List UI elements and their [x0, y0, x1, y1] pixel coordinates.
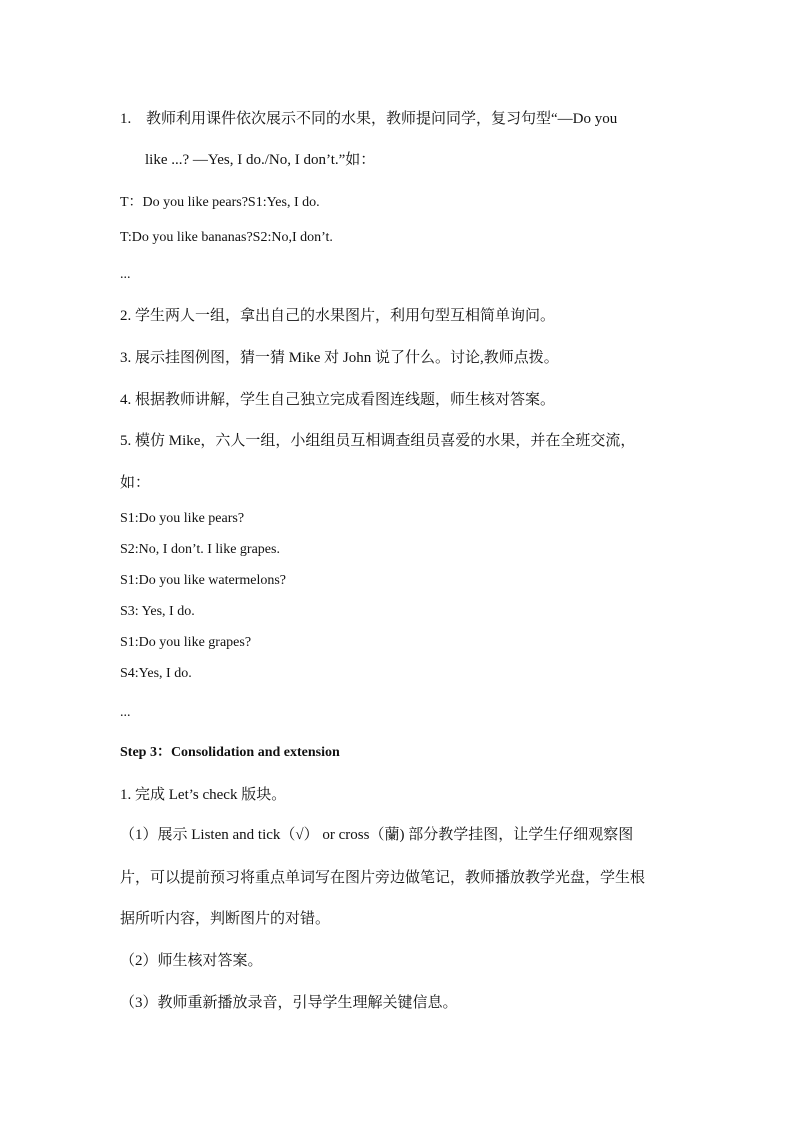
- sub-item-1-continued: 据所听内容，判断图片的对错。: [120, 911, 331, 927]
- dialogue-line: S4:Yes, I do.: [120, 666, 192, 681]
- ellipsis: ...: [120, 267, 131, 282]
- dialogue-line: S1:Do you like pears?: [120, 511, 245, 526]
- dialogue-line: S3: Yes, I do.: [120, 604, 195, 619]
- sub-item-2: （2）师生核对答案。: [120, 953, 263, 969]
- dialogue-line: S2:No, I don’t. I like grapes.: [120, 542, 280, 557]
- item-3: 3. 展示挂图例图，猜一猜 Mike 对 John 说了什么。讨论,教师点拨。: [120, 350, 559, 366]
- item-2: 2. 学生两人一组，拿出自己的水果图片，利用句型互相简单询问。: [120, 308, 556, 324]
- section-heading: Step 3：Consolidation and extension: [120, 745, 340, 760]
- item-5: 5. 模仿 Mike，六人一组，小组组员互相调查组员喜爱的水果，并在全班交流，: [120, 433, 636, 449]
- sub-item-3: （3）教师重新播放录音，引导学生理解关键信息。: [120, 995, 458, 1011]
- step-item-1: 1. 完成 Let’s check 版块。: [120, 787, 287, 803]
- dialogue-line: S1:Do you like grapes?: [120, 635, 252, 650]
- item-1: [120, 110, 617, 128]
- dialogue-line: T：Do you like pears?S1:Yes, I do.: [120, 195, 320, 210]
- dialogue-line: S1:Do you like watermelons?: [120, 573, 287, 588]
- sub-item-1-continued: 片，可以提前预习将重点单词写在图片旁边做笔记，教师播放教学光盘，学生根: [120, 870, 646, 886]
- item-1-continued: like ...? —Yes, I do./No, I don’t.”如：: [145, 152, 376, 168]
- item-5-continued: 如：: [120, 475, 151, 491]
- sub-item-1: （1）展示 Listen and tick（√） or cross（蘭) 部分教学挂图，让学生仔细观察图: [120, 827, 634, 843]
- ellipsis: ...: [120, 705, 131, 720]
- item-1-number: 1.: [120, 111, 132, 127]
- item-1-text: 教师利用课件依次展示不同的水果，教师提问同学，复习句型“—Do you: [146, 111, 618, 127]
- dialogue-line: T:Do you like bananas?S2:No,I don’t.: [120, 230, 333, 245]
- item-4: 4. 根据教师讲解，学生自己独立完成看图连线题，师生核对答案。: [120, 392, 556, 408]
